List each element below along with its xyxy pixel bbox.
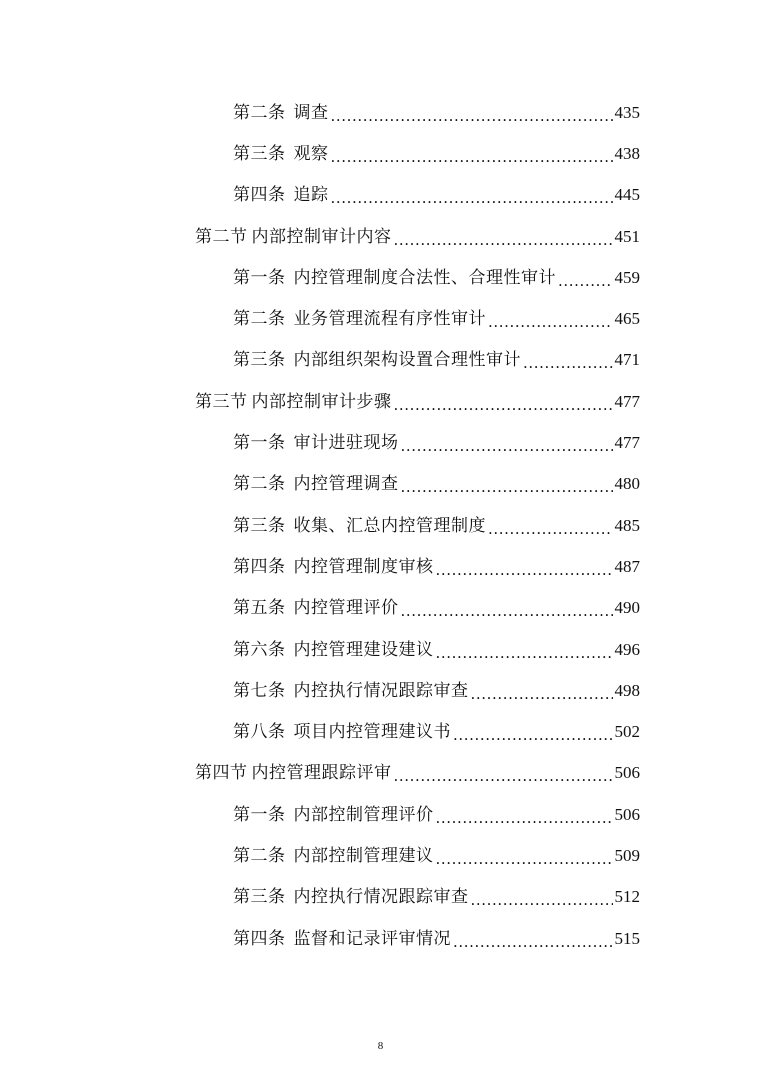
entry-title: 业务管理流程有序性审计 <box>293 309 486 330</box>
entry-number: 第三条 <box>233 350 286 371</box>
entry-title: 内控管理建设建议 <box>293 639 434 660</box>
page-number: 8 <box>377 1040 384 1052</box>
dot-leader <box>488 519 613 539</box>
section-number: 第四节 <box>195 763 248 784</box>
entry-number: 第二条 <box>233 474 286 495</box>
entry-title: 内控执行情况跟踪审查 <box>293 887 469 908</box>
entry-page-number: 459 <box>614 267 640 287</box>
toc-entry[interactable] <box>0 711 761 752</box>
entry-page-number: 498 <box>614 680 640 700</box>
dot-leader <box>471 890 613 910</box>
toc-section-entry[interactable] <box>0 216 761 257</box>
entry-number: 第二条 <box>233 309 286 330</box>
dot-leader <box>401 477 613 497</box>
toc-entry[interactable] <box>0 422 761 463</box>
entry-title: 内部控制管理建议 <box>293 845 434 866</box>
dot-leader <box>331 188 613 208</box>
entry-title: 内部组织架构设置合理性审计 <box>293 350 521 371</box>
entry-page-number: 506 <box>614 804 640 824</box>
entry-title: 内控执行情况跟踪审查 <box>293 680 469 701</box>
entry-page-number: 487 <box>614 556 640 576</box>
toc-entry[interactable] <box>0 588 761 629</box>
section-title: 内部控制审计步骤 <box>251 391 392 412</box>
entry-number: 第一条 <box>233 433 286 454</box>
toc-entry[interactable] <box>0 918 761 959</box>
entry-number: 第二条 <box>233 102 286 123</box>
dot-leader <box>523 353 613 373</box>
entry-number: 第六条 <box>233 639 286 660</box>
entry-title: 内控管理制度审核 <box>293 556 434 577</box>
toc-entry[interactable] <box>0 175 761 216</box>
section-number: 第二节 <box>195 226 248 247</box>
dot-leader <box>453 932 613 952</box>
table-of-contents <box>0 92 761 959</box>
entry-page-number: 477 <box>614 391 640 411</box>
entry-number: 第四条 <box>233 556 286 577</box>
toc-entry[interactable] <box>0 505 761 546</box>
entry-number: 第三条 <box>233 515 286 536</box>
entry-page-number: 451 <box>614 226 640 246</box>
section-number: 第三节 <box>195 391 248 412</box>
toc-entry[interactable] <box>0 835 761 876</box>
dot-leader <box>401 601 613 621</box>
entry-title: 内部控制管理评价 <box>293 804 434 825</box>
toc-entry[interactable] <box>0 546 761 587</box>
dot-leader <box>394 395 613 415</box>
entry-title: 追踪 <box>293 185 329 206</box>
entry-number: 第三条 <box>233 143 286 164</box>
entry-title: 监督和记录评审情况 <box>293 928 451 949</box>
dot-leader <box>488 312 613 332</box>
entry-title: 项目内控管理建议书 <box>293 722 451 743</box>
toc-entry[interactable] <box>0 340 761 381</box>
toc-section-entry[interactable] <box>0 753 761 794</box>
toc-entry[interactable] <box>0 298 761 339</box>
entry-page-number: 471 <box>614 350 640 370</box>
toc-entry[interactable] <box>0 92 761 133</box>
toc-entry[interactable] <box>0 629 761 670</box>
toc-section-entry[interactable] <box>0 381 761 422</box>
dot-leader <box>558 271 613 291</box>
entry-number: 第四条 <box>233 928 286 949</box>
dot-leader <box>436 808 613 828</box>
entry-number: 第二条 <box>233 845 286 866</box>
entry-number: 第七条 <box>233 680 286 701</box>
dot-leader <box>436 560 613 580</box>
dot-leader <box>453 725 613 745</box>
entry-page-number: 506 <box>614 763 640 783</box>
toc-entry[interactable] <box>0 670 761 711</box>
entry-number: 第五条 <box>233 598 286 619</box>
entry-page-number: 477 <box>614 433 640 453</box>
entry-page-number: 502 <box>614 722 640 742</box>
toc-entry[interactable] <box>0 464 761 505</box>
entry-number: 第八条 <box>233 722 286 743</box>
dot-leader <box>401 436 613 456</box>
entry-page-number: 485 <box>614 515 640 535</box>
toc-entry[interactable] <box>0 877 761 918</box>
dot-leader <box>471 684 613 704</box>
entry-page-number: 512 <box>614 887 640 907</box>
entry-number: 第四条 <box>233 185 286 206</box>
dot-leader <box>394 230 613 250</box>
entry-page-number: 445 <box>614 185 640 205</box>
entry-page-number: 496 <box>614 639 640 659</box>
entry-number: 第一条 <box>233 804 286 825</box>
section-title: 内部控制审计内容 <box>251 226 392 247</box>
entry-page-number: 480 <box>614 474 640 494</box>
dot-leader <box>436 643 613 663</box>
entry-title: 内控管理制度合法性、合理性审计 <box>293 267 556 288</box>
dot-leader <box>331 147 613 167</box>
dot-leader <box>436 849 613 869</box>
dot-leader <box>394 766 613 786</box>
toc-entry[interactable] <box>0 794 761 835</box>
entry-page-number: 435 <box>614 102 640 122</box>
section-title: 内控管理跟踪评审 <box>251 763 392 784</box>
entry-title: 观察 <box>293 143 329 164</box>
entry-title: 内控管理调查 <box>293 474 399 495</box>
entry-title: 调查 <box>293 102 329 123</box>
entry-number: 第一条 <box>233 267 286 288</box>
entry-title: 收集、汇总内控管理制度 <box>293 515 486 536</box>
entry-title: 内控管理评价 <box>293 598 399 619</box>
entry-page-number: 465 <box>614 309 640 329</box>
toc-entry[interactable] <box>0 133 761 174</box>
entry-page-number: 438 <box>614 143 640 163</box>
entry-number: 第三条 <box>233 887 286 908</box>
entry-page-number: 515 <box>614 928 640 948</box>
dot-leader <box>331 106 613 126</box>
entry-title: 审计进驻现场 <box>293 433 399 454</box>
toc-entry[interactable] <box>0 257 761 298</box>
entry-page-number: 509 <box>614 845 640 865</box>
entry-page-number: 490 <box>614 598 640 618</box>
